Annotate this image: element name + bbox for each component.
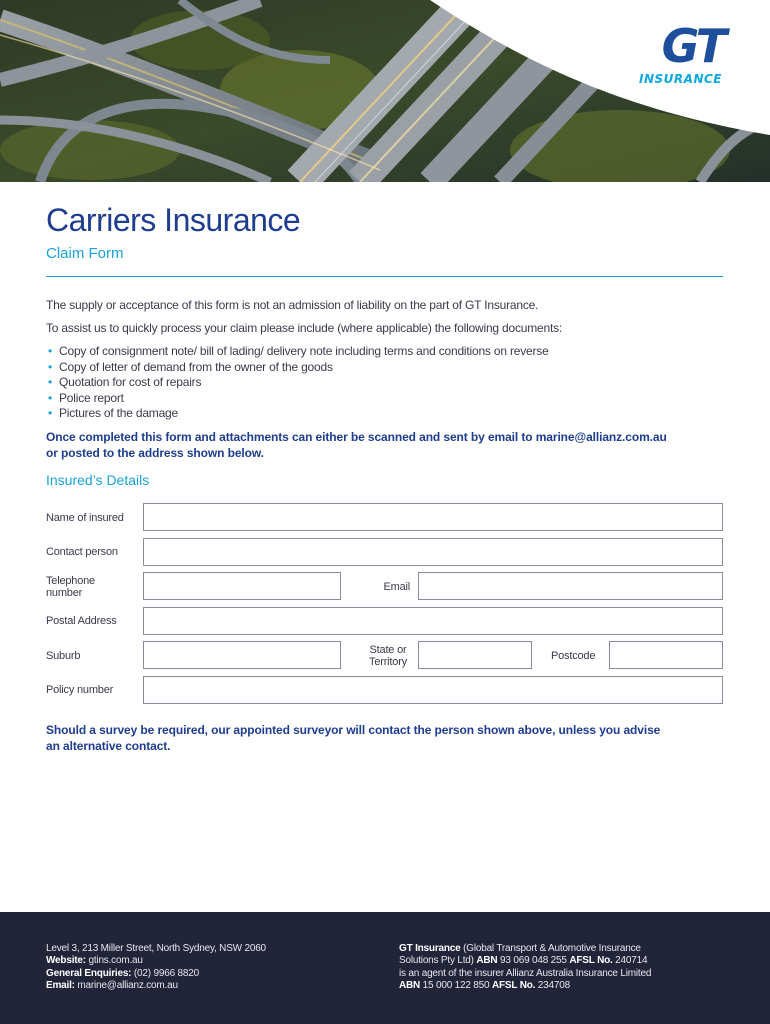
submission-notice-line-2: or posted to the address shown below. <box>46 446 264 460</box>
contact-person-label: Contact person <box>46 546 118 558</box>
list-item-text: Copy of consignment note/ bill of lading/ delivery note including terms and conditions on reverse <box>59 344 549 358</box>
state-territory-field[interactable] <box>418 641 532 669</box>
page-subtitle: Claim Form <box>46 245 124 262</box>
list-item <box>46 375 549 391</box>
policy-number-label: Policy number <box>46 684 114 696</box>
bullet-icon: • <box>48 390 53 405</box>
footer-agent-line: is an agent of the insurer Allianz Australia Insurance Limited <box>399 967 652 979</box>
list-item-text: Quotation for cost of repairs <box>59 375 202 390</box>
assist-text: To assist us to quickly process your claim please include (where applicable) the following documents: <box>46 321 563 335</box>
state-territory-label <box>358 644 418 668</box>
suburb-field[interactable] <box>143 641 341 669</box>
telephone-label <box>46 575 95 599</box>
bullet-icon: • <box>48 406 53 421</box>
email-field[interactable] <box>418 572 723 600</box>
survey-notice-line-2: an alternative contact. <box>46 739 171 753</box>
footer-contact-info <box>46 943 266 992</box>
footer-website-link[interactable]: gtins.com.au <box>88 955 143 967</box>
footer-company-desc-2: Solutions Pty Ltd) <box>399 955 474 967</box>
list-item <box>46 391 549 407</box>
logo-text: INSURANCE <box>639 72 722 86</box>
list-item <box>46 406 549 422</box>
footer-company-desc-1: (Global Transport & Automotive Insurance <box>463 943 641 954</box>
telephone-label-line-1: Telephone <box>46 575 95 587</box>
survey-notice-line-1: Should a survey be required, our appointed surveyor will contact the person shown above, unless you advise <box>46 723 661 737</box>
footer-abn-1: 93 069 048 255 <box>500 955 567 967</box>
hero-banner <box>0 0 770 182</box>
disclaimer-text: The supply or acceptance of this form is not an admission of liability on the part of GT Insurance. <box>46 298 539 312</box>
gt-insurance-logo <box>630 20 730 90</box>
footer-enquiries-label: General Enquiries: <box>46 967 132 979</box>
footer-abn-label-2: ABN <box>399 979 421 991</box>
footer-company-info <box>399 943 651 992</box>
bullet-icon: • <box>48 359 53 374</box>
footer-email-label: Email: <box>46 979 75 991</box>
footer-company-name: GT Insurance <box>399 943 461 954</box>
postcode-label: Postcode <box>551 650 596 662</box>
survey-notice <box>46 722 736 754</box>
list-item <box>46 344 549 360</box>
postal-address-field[interactable] <box>143 607 723 635</box>
footer-phone: (02) 9966 8820 <box>133 967 199 979</box>
state-label-line-1: State or <box>369 644 407 656</box>
bullet-icon: • <box>48 375 53 390</box>
email-label: Email <box>383 581 410 593</box>
footer-abn-label: ABN <box>476 955 498 967</box>
telephone-label-line-2: number <box>46 587 83 599</box>
list-item-text: Pictures of the damage <box>59 406 179 421</box>
suburb-label: Suburb <box>46 650 81 662</box>
required-documents-list <box>46 344 549 422</box>
footer-email-link[interactable]: marine@allianz.com.au <box>77 979 178 991</box>
bullet-icon: • <box>48 344 53 358</box>
submission-notice <box>46 429 736 461</box>
postal-address-label: Postal Address <box>46 615 117 627</box>
policy-number-field[interactable] <box>143 676 723 704</box>
footer-afsl-2: 234708 <box>537 979 570 991</box>
name-of-insured-field[interactable] <box>143 503 723 531</box>
page-title: Carriers Insurance <box>46 202 301 238</box>
state-label-line-2: Territory <box>369 656 407 668</box>
name-of-insured-label: Name of insured <box>46 512 124 524</box>
contact-person-field[interactable] <box>143 538 723 566</box>
postcode-field[interactable] <box>609 641 723 669</box>
footer-address: Level 3, 213 Miller Street, North Sydney, NSW 2060 <box>46 943 266 954</box>
list-item-text: Police report <box>59 390 124 405</box>
footer <box>0 912 770 1024</box>
footer-website-label: Website: <box>46 955 86 967</box>
insured-details-heading: Insured’s Details <box>46 472 150 488</box>
title-divider <box>46 276 723 277</box>
footer-afsl-label: AFSL No. <box>569 955 613 967</box>
footer-afsl-1: 240714 <box>615 955 648 967</box>
footer-abn-2: 15 000 122 850 <box>422 979 490 991</box>
list-item-text: Copy of letter of demand from the owner of the goods <box>59 359 333 374</box>
telephone-field[interactable] <box>143 572 341 600</box>
list-item <box>46 360 549 376</box>
footer-afsl-label-2: AFSL No. <box>491 979 536 991</box>
logo-mark: GT <box>661 19 724 73</box>
submission-notice-line-1: Once completed this form and attachments can either be scanned and sent by email to marine@allianz.com.au <box>46 430 667 444</box>
